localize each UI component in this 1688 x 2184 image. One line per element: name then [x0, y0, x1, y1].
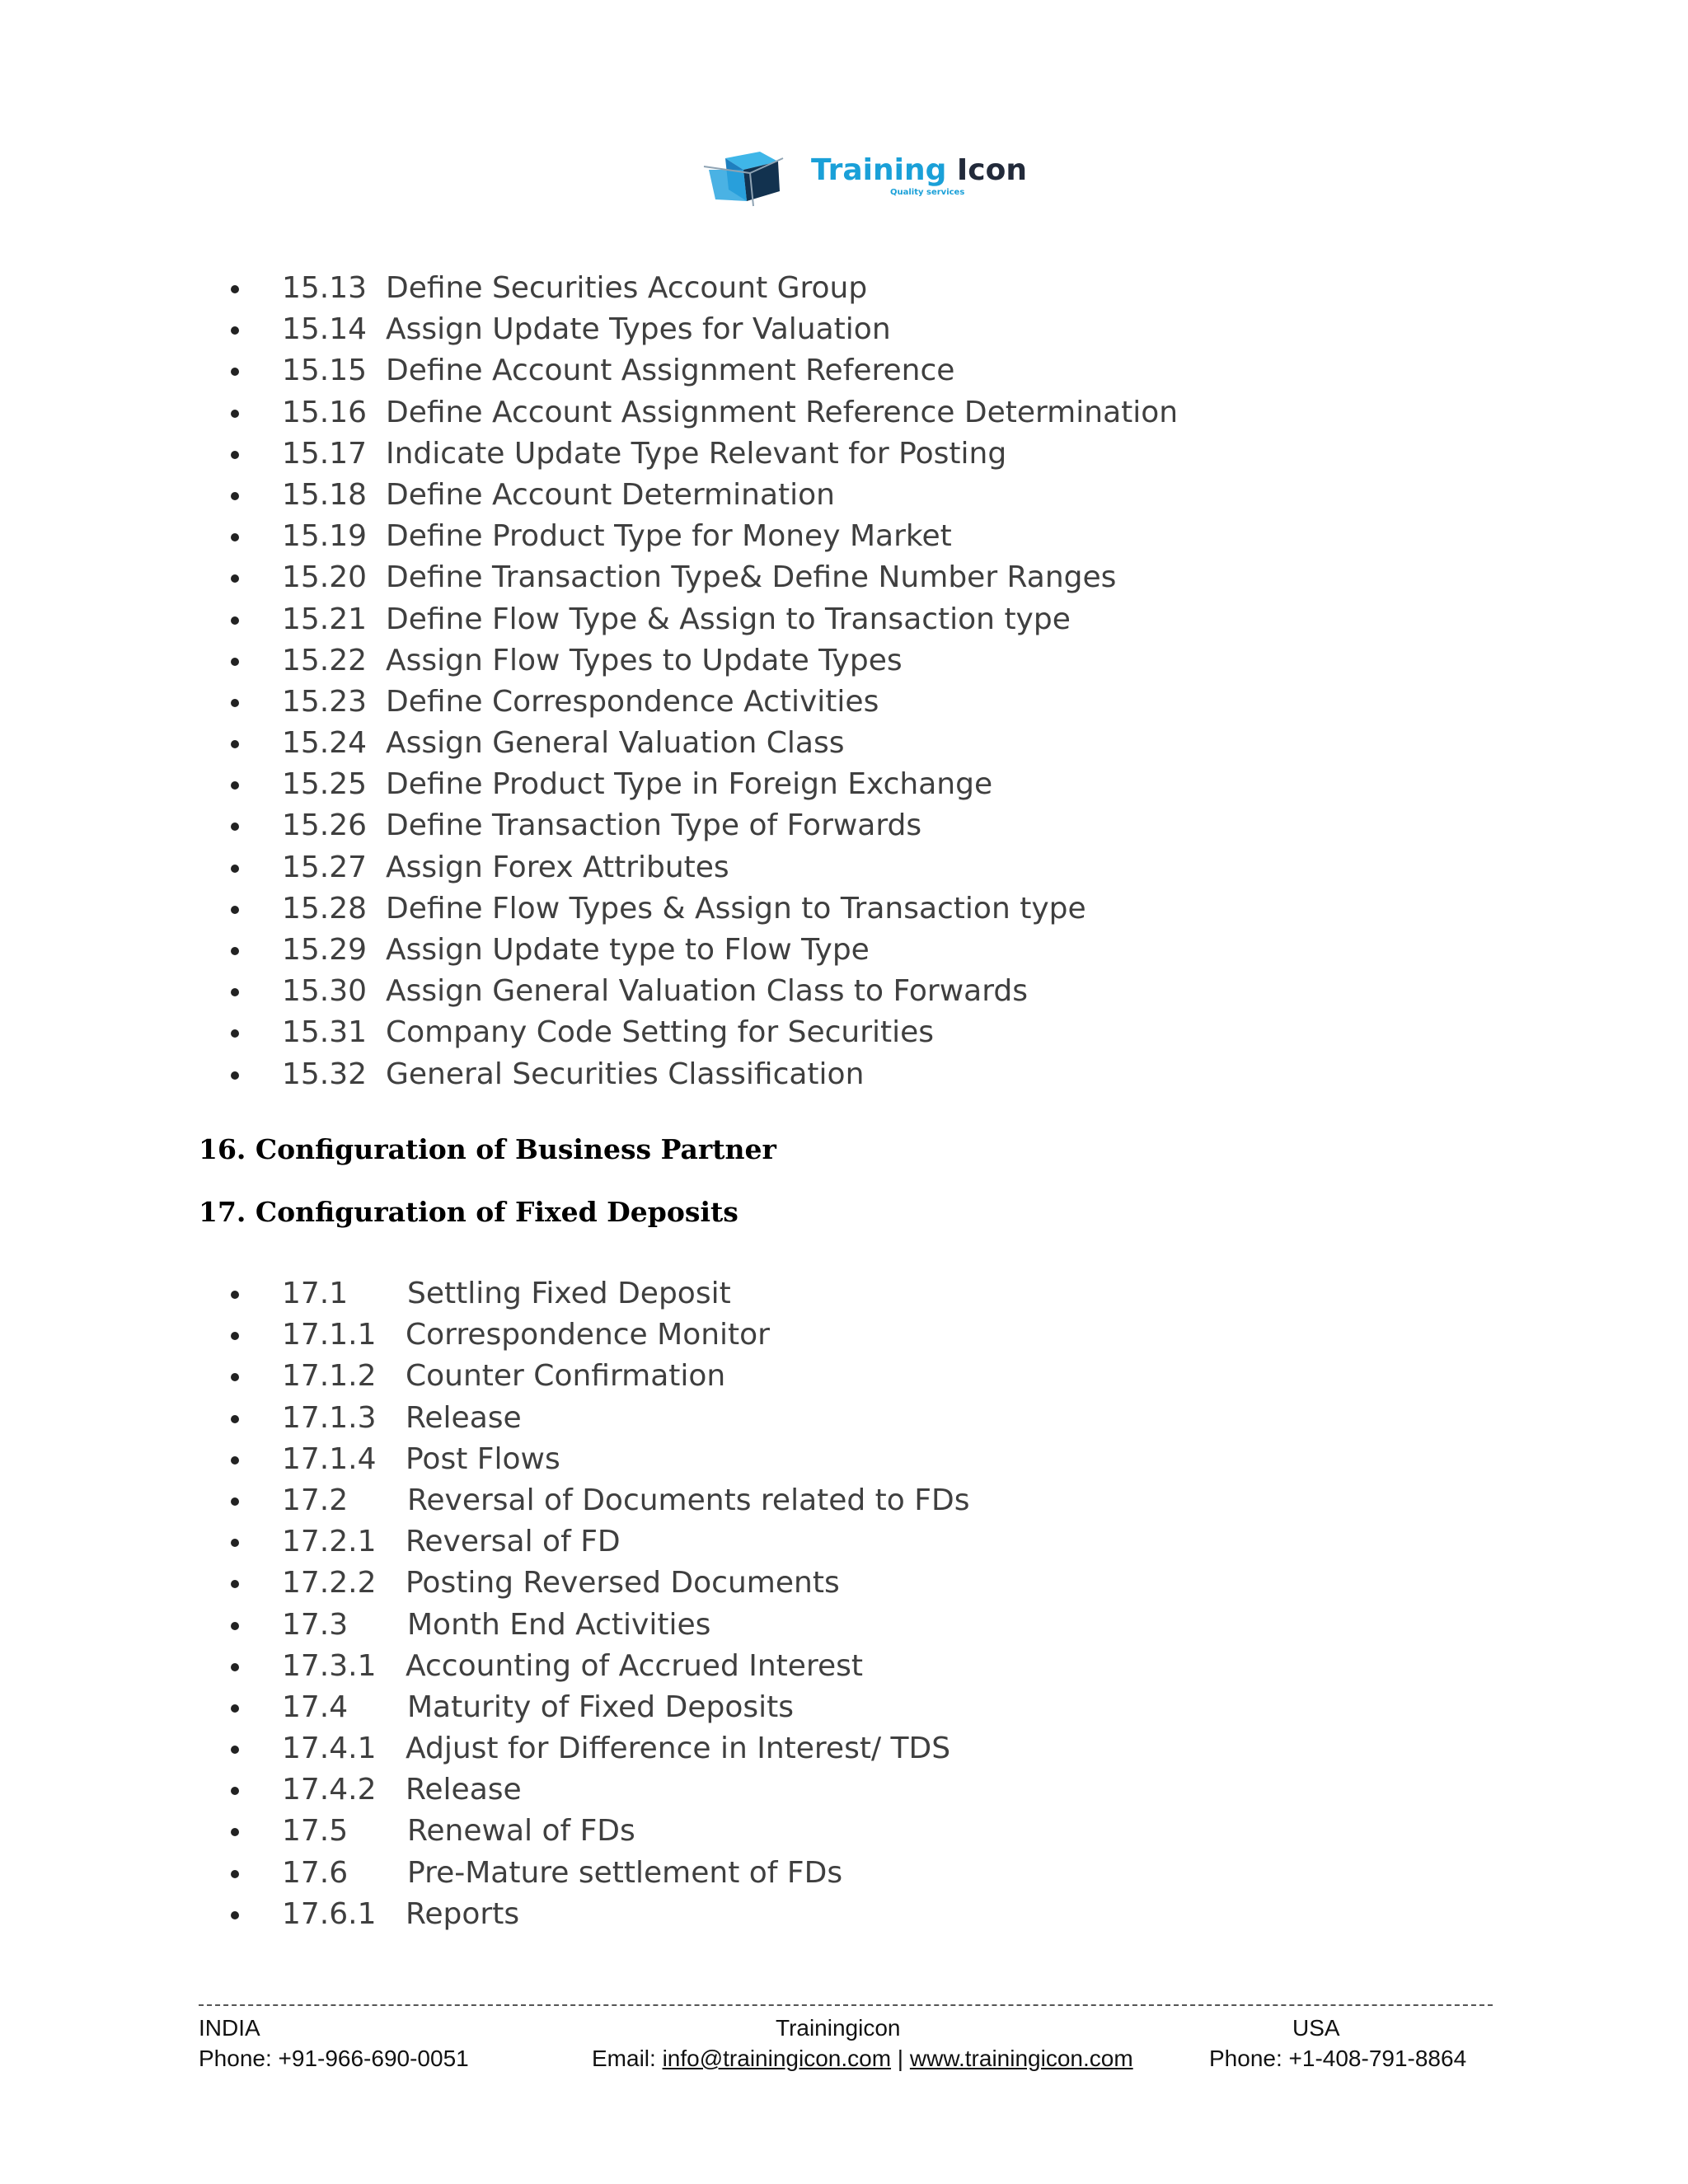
item-text: Pre-Mature settlement of FDs	[407, 1855, 843, 1890]
training-icon-logo	[692, 145, 1028, 211]
bullet-icon	[231, 1332, 239, 1340]
footer-contact	[592, 2046, 1133, 2072]
item-number: 17.4.2	[282, 1773, 377, 1807]
item-number: 15.17	[282, 436, 368, 471]
item-number: 17.1.2	[282, 1359, 377, 1394]
heading-16: 16. Configuration of Business Partner	[199, 1133, 776, 1165]
item-text: Accounting of Accrued Interest	[406, 1648, 863, 1683]
item-text: Define Account Assignment Reference	[386, 354, 955, 388]
item-text: Define Account Determination	[386, 477, 835, 512]
footer-separator: |	[891, 2046, 910, 2071]
logo-wordmark: Training Icon	[811, 153, 1028, 187]
item-number: 15.25	[282, 767, 368, 802]
heading-17: 17. Configuration of Fixed Deposits	[199, 1196, 738, 1228]
bullet-icon	[231, 1373, 239, 1381]
bullet-icon	[231, 451, 239, 459]
bullet-icon	[231, 1828, 239, 1836]
item-number: 15.16	[282, 395, 368, 429]
footer-india-phone: Phone: +91-966-690-0051	[199, 2046, 469, 2071]
item-number: 15.31	[282, 1015, 368, 1050]
item-text: Post Flows	[406, 1441, 560, 1476]
item-text: Maturity of Fixed Deposits	[407, 1690, 794, 1724]
item-text: Indicate Update Type Relevant for Posting	[386, 436, 1007, 471]
item-number: 15.26	[282, 808, 368, 843]
item-text: Posting Reversed Documents	[406, 1566, 840, 1601]
item-number: 15.13	[282, 271, 368, 305]
item-number: 15.22	[282, 643, 368, 677]
bullet-icon	[231, 326, 239, 335]
item-text: Renewal of FDs	[407, 1814, 635, 1849]
item-text: Counter Confirmation	[406, 1359, 726, 1394]
item-text: Reports	[406, 1896, 520, 1931]
bullet-icon	[231, 781, 239, 790]
item-text: Assign Update Types for Valuation	[386, 312, 891, 347]
item-number: 15.28	[282, 891, 368, 926]
item-text: Define Product Type in Foreign Exchange	[386, 767, 993, 802]
bullet-icon	[231, 947, 239, 955]
item-number: 17.6.1	[282, 1896, 377, 1931]
bullet-icon	[231, 616, 239, 625]
item-number: 17.1.1	[282, 1318, 377, 1352]
item-number: 17.2.2	[282, 1566, 377, 1601]
bullet-icon	[231, 1746, 239, 1754]
item-number: 15.20	[282, 560, 368, 595]
item-text: Assign Update type to Flow Type	[386, 933, 870, 967]
footer-usa-label: USA	[1292, 2015, 1340, 2041]
item-number: 17.4	[282, 1690, 349, 1724]
item-text: Define Securities Account Group	[386, 271, 868, 305]
bullet-icon	[231, 1029, 239, 1038]
item-number: 17.6	[282, 1855, 349, 1890]
bullet-icon	[231, 699, 239, 707]
item-number: 15.27	[282, 850, 368, 884]
item-text: Correspondence Monitor	[406, 1318, 770, 1352]
item-number: 15.24	[282, 726, 368, 761]
bullet-icon	[231, 1291, 239, 1299]
item-text: Reversal of Documents related to FDs	[407, 1483, 970, 1517]
bullet-icon	[231, 410, 239, 418]
bullet-icon	[231, 1539, 239, 1547]
bullet-icon	[231, 574, 239, 583]
item-text: Define Correspondence Activities	[386, 684, 879, 719]
bullet-icon	[231, 285, 239, 293]
bullet-icon	[231, 1787, 239, 1795]
item-text: Settling Fixed Deposit	[407, 1277, 731, 1310]
bullet-icon	[231, 740, 239, 748]
item-number: 17.4.1	[282, 1732, 377, 1766]
bullet-icon	[231, 1911, 239, 1919]
bullet-icon	[231, 1870, 239, 1878]
item-text: Company Code Setting for Securities	[386, 1015, 935, 1050]
item-text: Month End Activities	[407, 1607, 711, 1642]
item-number: 17.5	[282, 1814, 349, 1849]
item-number: 17.3.1	[282, 1648, 377, 1683]
item-text: Assign Flow Types to Update Types	[386, 643, 903, 677]
bullet-icon	[231, 1704, 239, 1713]
bullet-icon	[231, 1415, 239, 1423]
bullet-icon	[231, 492, 239, 500]
item-number: 17.1.3	[282, 1400, 377, 1435]
item-number: 15.19	[282, 519, 368, 554]
item-text: Define Transaction Type of Forwards	[386, 808, 922, 843]
bullet-icon	[231, 1497, 239, 1506]
bullet-icon	[231, 865, 239, 873]
footer-india-label: INDIA	[199, 2015, 260, 2041]
footer-usa-phone: Phone: +1-408-791-8864	[1209, 2046, 1467, 2071]
item-text: Assign General Valuation Class to Forwards	[386, 974, 1029, 1009]
footer-website-link[interactable]: www.trainingicon.com	[909, 2046, 1133, 2071]
footer-email-label: Email:	[592, 2046, 663, 2071]
cube-logo-icon	[692, 145, 808, 211]
item-number: 15.18	[282, 477, 368, 512]
bullet-icon	[231, 906, 239, 914]
item-number: 17.1	[282, 1277, 349, 1310]
item-text: Assign General Valuation Class	[386, 726, 845, 761]
footer-divider	[199, 2004, 1493, 2006]
item-number: 17.2	[282, 1483, 349, 1517]
item-text: Define Transaction Type& Define Number Ranges	[386, 560, 1117, 595]
item-number: 17.1.4	[282, 1441, 377, 1476]
item-text: Define Account Assignment Reference Determination	[386, 395, 1179, 429]
item-text: Release	[406, 1773, 522, 1807]
item-text: General Securities Classification	[386, 1057, 865, 1091]
footer-email-link[interactable]: info@trainingicon.com	[662, 2046, 892, 2071]
item-number: 15.21	[282, 602, 368, 636]
item-number: 15.14	[282, 312, 368, 347]
bullet-icon	[231, 533, 239, 541]
item-text: Reversal of FD	[406, 1525, 621, 1559]
bullet-icon	[231, 368, 239, 376]
bullet-icon	[231, 658, 239, 666]
logo-tagline: Quality services	[890, 188, 965, 197]
item-text: Assign Forex Attributes	[386, 850, 729, 884]
item-number: 15.32	[282, 1057, 368, 1091]
bullet-icon	[231, 988, 239, 996]
bullet-icon	[231, 1456, 239, 1465]
item-number: 17.3	[282, 1607, 349, 1642]
bullet-icon	[231, 823, 239, 831]
item-number: 15.30	[282, 974, 368, 1009]
item-number: 15.23	[282, 684, 368, 719]
item-text: Adjust for Difference in Interest/ TDS	[406, 1732, 951, 1766]
footer-company-name: Trainingicon	[776, 2015, 901, 2041]
bullet-icon	[231, 1071, 239, 1080]
item-text: Define Flow Type & Assign to Transaction type	[386, 602, 1071, 636]
item-number: 15.29	[282, 933, 368, 967]
item-text: Define Flow Types & Assign to Transaction type	[386, 891, 1086, 926]
bullet-icon	[231, 1580, 239, 1588]
item-text: Define Product Type for Money Market	[386, 519, 952, 554]
bullet-icon	[231, 1622, 239, 1630]
item-number: 17.2.1	[282, 1525, 377, 1559]
item-text: Release	[406, 1400, 522, 1435]
bullet-icon	[231, 1663, 239, 1671]
item-number: 15.15	[282, 354, 368, 388]
